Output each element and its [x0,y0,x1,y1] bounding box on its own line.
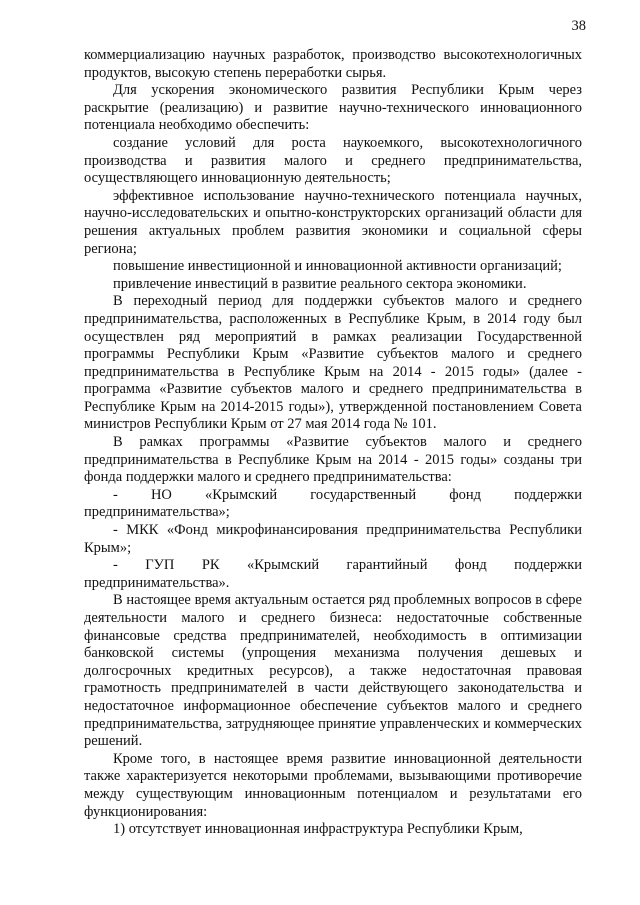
document-body [84,47,582,839]
paragraph: В переходный период для поддержки субъектов малого и среднего предпринимательства, расположенных в Республике Крым, в 2014 году был осуществлен ряд мероприятий в рамках реализации Государственной программы Республики Крым «Развитие субъектов малого и среднего предпринимательства в Республике Крым на 2014 - 2015 годы» (далее - программа «Развитие субъектов малого и среднего предпринимательства в Республике Крым на 2014-2015 годы»), утвержденной постановлением Совета министров Республики Крым от 27 мая 2014 года № 101. [84,293,582,433]
paragraph: Для ускорения экономического развития Республики Крым через раскрытие (реализацию) и развитие научно-технического инновационного потенциала необходимо обеспечить: [84,82,582,134]
list-item: - МКК «Фонд микрофинансирования предпринимательства Республики Крым»; [84,522,582,556]
paragraph: эффективное использование научно-технического потенциала научных, научно-исследовательских и опытно-конструкторских организаций области для решения актуальных проблем развития экономики и социальной сферы региона; [84,187,582,257]
paragraph: повышение инвестиционной и инновационной активности организаций; [113,258,562,275]
page-number: 38 [571,18,586,34]
list-item: - НО «Крымский государственный фонд поддержки предпринимательства»; [84,486,582,521]
paragraph: создание условий для роста наукоемкого, высокотехнологичного производства и развития малого и среднего предпринимательства, осуществляющего инновационную деятельность; [84,134,582,187]
paragraph: Кроме того, в настоящее время развитие инновационной деятельности также характеризуется некоторыми проблемами, вызывающими противоречие между существующим инновационным потенциалом и результатами его функционирования: [84,750,582,820]
paragraph: привлечение инвестиций в развитие реального сектора экономики. [113,275,527,292]
paragraph: В настоящее время актуальным остается ряд проблемных вопросов в сфере деятельности малого и среднего бизнеса: недостаточные собственные финансовые средства предпринимателей, необходимость в оптимизации банковской системы (упрощения механизма получения дешевых и долгосрочных кредитных ресурсов), а также недостаточная правовая грамотность предпринимателей в части действующего законодательства и недостаточное информационное обеспечение субъектов малого и среднего предпринимательства, затрудняющее принятие управленческих и коммерческих решений. [84,592,582,750]
paragraph: 1) отсутствует инновационная инфраструктура Республики Крым, [113,821,523,838]
list-item: - ГУП РК «Крымский гарантийный фонд поддержки предпринимательства». [84,557,582,591]
paragraph: В рамках программы «Развитие субъектов малого и среднего предпринимательства в Республике Крым на 2014 - 2015 годы» созданы три фонда поддержки малого и среднего предпринимательства: [84,434,582,486]
paragraph: коммерциализацию научных разработок, производство высокотехнологичных продуктов, высокую степень переработки сырья. [84,47,582,81]
